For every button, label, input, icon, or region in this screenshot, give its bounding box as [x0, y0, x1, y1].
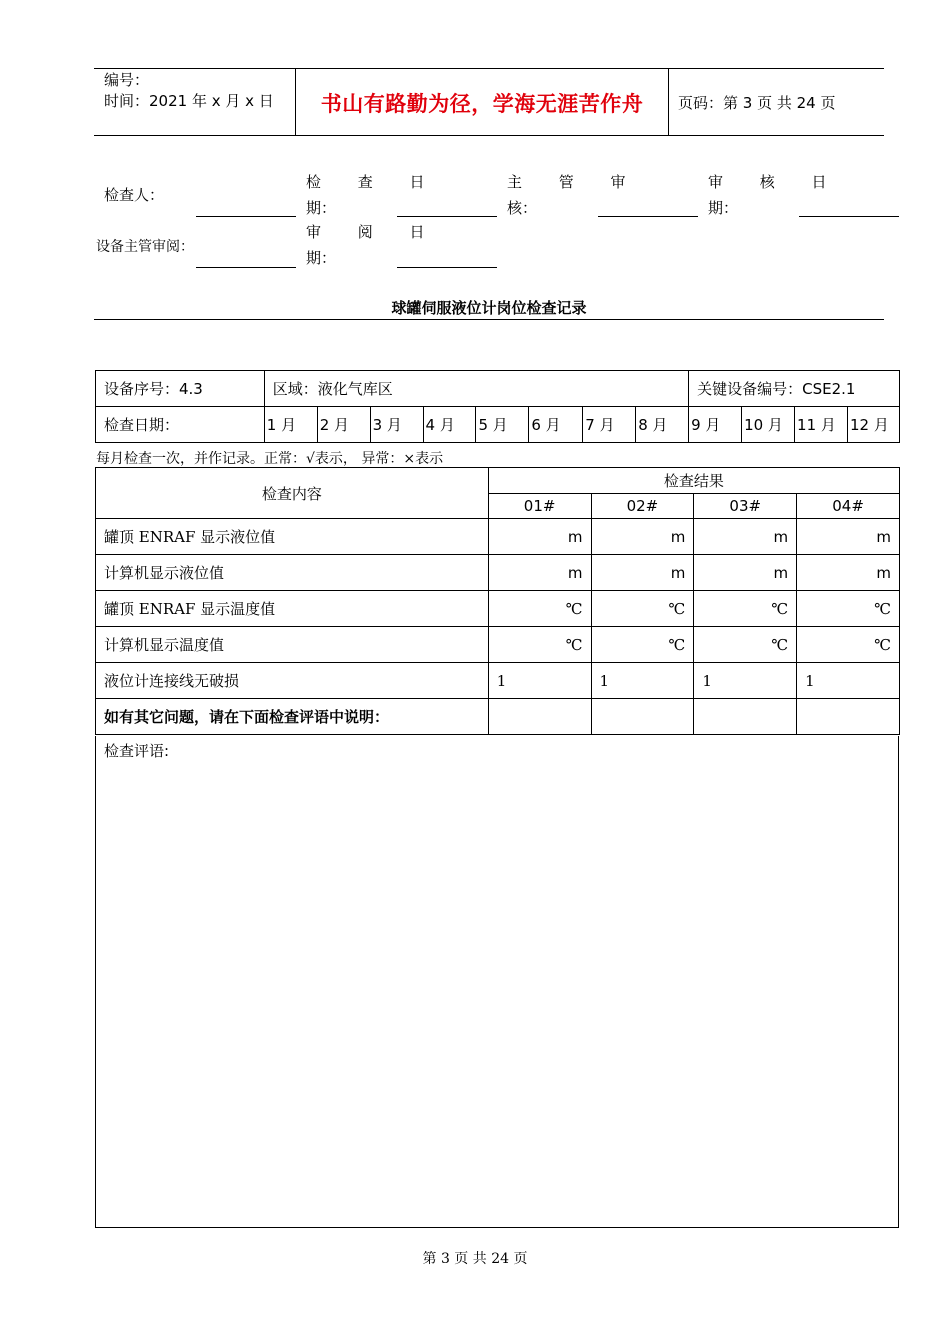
area: 区域：液化气库区 [264, 371, 688, 407]
inspector-signature-line[interactable] [196, 216, 296, 217]
result-cell[interactable]: m [694, 555, 797, 591]
check-table [95, 467, 900, 735]
row-label: 液位计连接线无破损 [96, 663, 489, 699]
check-date-cell: 检查日期： [96, 407, 265, 443]
result-cell[interactable]: m [488, 519, 591, 555]
header-top-rule [94, 68, 884, 69]
result-cell[interactable]: ℃ [591, 591, 694, 627]
key-equipment-no: 关键设备编号：CSE2.1 [689, 371, 900, 407]
result-cell[interactable]: m [591, 519, 694, 555]
result-cell[interactable] [797, 699, 900, 735]
supervisor-review-line[interactable] [598, 216, 698, 217]
instruction-note: 每月检查一次，并作记录。正常：√表示， 异常：×表示 [96, 451, 444, 467]
table-row [96, 555, 900, 591]
month-cell[interactable]: 10 月 [742, 407, 795, 443]
month-cell[interactable]: 4 月 [423, 407, 476, 443]
check-header-row [96, 468, 900, 494]
result-header: 检查结果 [488, 468, 899, 494]
inspector-label: 检查人： [104, 186, 165, 204]
page-footer: 第 3 页 共 24 页 [422, 1251, 528, 1267]
table-row [96, 627, 900, 663]
check-date-line[interactable] [397, 216, 497, 217]
month-cell[interactable]: 3 月 [370, 407, 423, 443]
table-row [96, 519, 900, 555]
table-row [96, 663, 900, 699]
code-label: 编号： [104, 71, 150, 89]
tank-header: 03# [694, 493, 797, 519]
header-meta [104, 70, 274, 112]
row-label: 计算机显示温度值 [96, 627, 489, 663]
result-cell[interactable]: 1 [694, 663, 797, 699]
tank-header: 02# [591, 493, 694, 519]
result-cell[interactable]: ℃ [591, 627, 694, 663]
result-cell[interactable] [694, 699, 797, 735]
result-cell[interactable]: m [591, 555, 694, 591]
result-cell[interactable] [591, 699, 694, 735]
info-row [96, 371, 900, 407]
equip-supervisor-label: 设备主管审阅： [96, 239, 194, 255]
month-cell[interactable]: 9 月 [689, 407, 742, 443]
equipment-seq: 设备序号：4.3 [96, 371, 265, 407]
time-label: 时间：2021 年 x 月 x 日 [104, 92, 274, 110]
result-cell[interactable]: ℃ [694, 627, 797, 663]
other-issues-row [96, 699, 900, 735]
page-title: 球罐伺服液位计岗位检查记录 [391, 299, 587, 317]
month-cell[interactable]: 5 月 [476, 407, 529, 443]
result-cell[interactable] [488, 699, 591, 735]
tank-header: 04# [797, 493, 900, 519]
month-cell[interactable]: 11 月 [795, 407, 848, 443]
row-label: 罐顶 ENRAF 显示液位值 [96, 519, 489, 555]
info-table [95, 370, 900, 443]
content-header: 检查内容 [96, 468, 489, 519]
month-cell[interactable]: 1 月 [264, 407, 317, 443]
motto: 书山有路勤为径，学海无涯苦作舟 [320, 91, 644, 116]
tank-header: 01# [488, 493, 591, 519]
month-cell[interactable]: 2 月 [317, 407, 370, 443]
result-cell[interactable]: m [797, 519, 900, 555]
equip-supervisor-line[interactable] [196, 267, 296, 268]
row-label: 计算机显示液位值 [96, 555, 489, 591]
result-cell[interactable]: 1 [591, 663, 694, 699]
month-row [96, 407, 900, 443]
result-cell[interactable]: ℃ [488, 591, 591, 627]
review-date-line[interactable] [799, 216, 899, 217]
result-cell[interactable]: ℃ [488, 627, 591, 663]
month-cell[interactable]: 6 月 [529, 407, 583, 443]
result-cell[interactable]: 1 [488, 663, 591, 699]
result-cell[interactable]: ℃ [797, 627, 900, 663]
header-divider-right [668, 68, 669, 136]
review-date-label: 审 核 日 期： [708, 173, 843, 217]
title-underline [94, 319, 884, 320]
comment-box[interactable] [95, 736, 899, 1228]
result-cell[interactable]: m [797, 555, 900, 591]
read-date-line[interactable] [397, 267, 497, 268]
result-cell[interactable]: m [488, 555, 591, 591]
check-date-label: 检 查 日 期： [306, 173, 441, 217]
month-cell[interactable]: 8 月 [636, 407, 689, 443]
month-cell[interactable]: 12 月 [848, 407, 900, 443]
header-bottom-rule [94, 135, 884, 136]
supervisor-review-label: 主 管 审 核： [507, 173, 642, 217]
month-cell[interactable]: 7 月 [583, 407, 636, 443]
result-cell[interactable]: m [694, 519, 797, 555]
read-date-label: 审 阅 日 期： [306, 223, 441, 267]
result-cell[interactable]: 1 [797, 663, 900, 699]
table-row [96, 591, 900, 627]
row-label: 罐顶 ENRAF 显示温度值 [96, 591, 489, 627]
result-cell[interactable]: ℃ [694, 591, 797, 627]
result-cell[interactable]: ℃ [797, 591, 900, 627]
comment-label: 检查评语: [104, 742, 170, 760]
other-issues-label: 如有其它问题，请在下面检查评语中说明： [96, 699, 489, 735]
header-page-number: 页码：第 3 页 共 24 页 [678, 94, 836, 112]
